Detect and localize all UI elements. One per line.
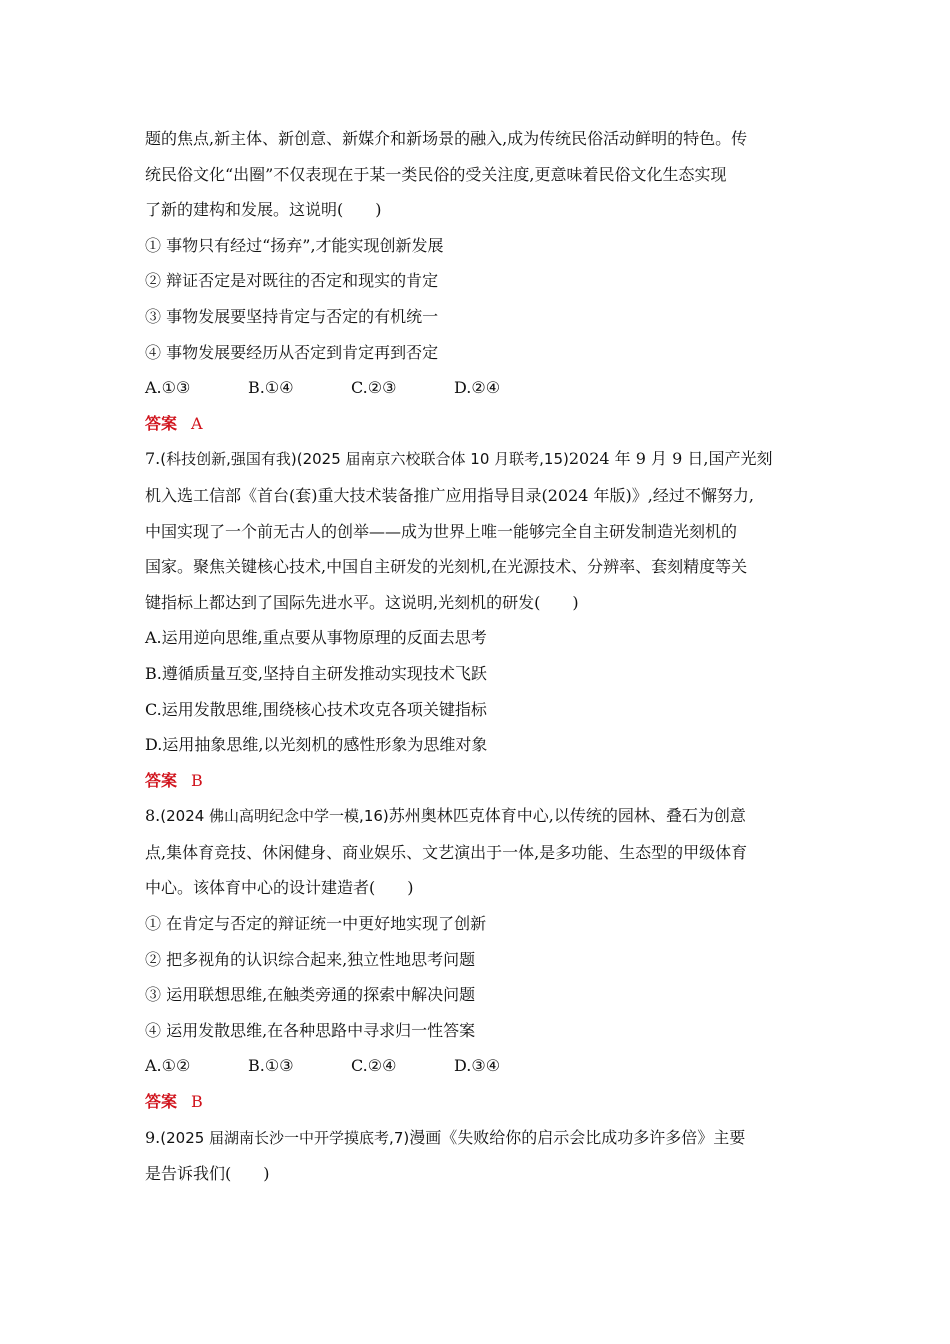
q7-answer xyxy=(145,763,810,799)
q7-number: 7. xyxy=(145,449,161,469)
q7-stem-line: 国家。聚焦关键核心技术,中国自主研发的光刻机,在光源技术、分辨率、套刻精度等关 xyxy=(145,557,748,577)
q7-option-d: D.运用抽象思维,以光刻机的感性形象为思维对象 xyxy=(145,735,488,755)
q6-option-a: A.①③ xyxy=(145,378,191,398)
q9-number: 9. xyxy=(145,1127,161,1147)
q6-option-c: C.②③ xyxy=(351,378,397,398)
answer-value: A xyxy=(191,413,203,433)
q9-stem-line: 是告诉我们( ) xyxy=(145,1164,270,1184)
q6-stem-line: 了新的建构和发展。这说明( ) xyxy=(145,200,382,220)
q8-option-b: B.①③ xyxy=(248,1056,294,1076)
answer-label: 答案 xyxy=(145,1092,178,1112)
q7-option-c: C.运用发散思维,围绕核心技术攻克各项关键指标 xyxy=(145,699,487,719)
q8-statement: ③ 运用联想思维,在触类旁通的探索中解决问题 xyxy=(145,985,476,1005)
q6-statement: ③ 事物发展要坚持肯定与否定的有机统一 xyxy=(145,306,439,326)
q8-stem-first-line xyxy=(145,798,810,835)
q8-option-a: A.①② xyxy=(145,1056,191,1076)
q7-option-a: A.运用逆向思维,重点要从事物原理的反面去思考 xyxy=(145,628,487,648)
q8-source: (2024 佛山高明纪念中学一模,16) xyxy=(160,807,389,826)
q8-statement: ② 把多视角的认识综合起来,独立性地思考问题 xyxy=(145,949,476,969)
q7-stem-line: 机入选工信部《首台(套)重大技术装备推广应用指导目录(2024 年版)》,经过不懈努力, xyxy=(145,485,754,505)
q7-option-b: B.遵循质量互变,坚持自主研发推动实现技术飞跃 xyxy=(145,663,487,683)
q8-option-c: C.②④ xyxy=(351,1056,397,1076)
q6-answer xyxy=(145,406,810,442)
answer-label: 答案 xyxy=(145,413,178,433)
q6-options xyxy=(145,370,810,406)
answer-value: B xyxy=(191,1092,203,1112)
q7-source: (科技创新,强国有我)(2025 届南京六校联合体 10 月联考,15) xyxy=(160,450,569,469)
q6-statement: ④ 事物发展要经历从否定到肯定再到否定 xyxy=(145,342,439,362)
q7-stem-start: 2024 年 9 月 9 日,国产光刻 xyxy=(568,449,773,469)
q9-stem-first-line xyxy=(145,1120,810,1157)
q8-number: 8. xyxy=(145,806,161,826)
q6-stem-line: 题的焦点,新主体、新创意、新媒介和新场景的融入,成为传统民俗活动鲜明的特色。传 xyxy=(145,129,748,148)
q8-answer xyxy=(145,1084,810,1120)
q8-stem-line: 点,集体育竞技、休闲健身、商业娱乐、文艺演出于一体,是多功能、生态型的甲级体育 xyxy=(145,842,748,862)
q6-stem-line: 统民俗文化“出圈”不仅表现在于某一类民俗的受关注度,更意味着民俗文化生态实现 xyxy=(145,164,727,184)
answer-label: 答案 xyxy=(145,770,178,790)
answer-value: B xyxy=(191,770,203,790)
q9-stem-start: 漫画《失败给你的启示会比成功多许多倍》主要 xyxy=(409,1127,746,1147)
question-content xyxy=(145,121,810,1192)
q8-statement: ① 在肯定与否定的辩证统一中更好地实现了创新 xyxy=(145,914,487,934)
q6-option-b: B.①④ xyxy=(248,378,294,398)
q8-stem-start: 苏州奥林匹克体育中心,以传统的园林、叠石为创意 xyxy=(388,806,746,826)
q8-options xyxy=(145,1048,810,1084)
q6-option-d: D.②④ xyxy=(454,378,501,398)
q8-statement: ④ 运用发散思维,在各种思路中寻求归一性答案 xyxy=(145,1020,476,1040)
q6-statement: ① 事物只有经过“扬弃”,才能实现创新发展 xyxy=(145,235,444,255)
q7-stem-line: 中国实现了一个前无古人的创举——成为世界上唯一能够完全自主研发制造光刻机的 xyxy=(145,521,738,541)
q9-source: (2025 届湖南长沙一中开学摸底考,7) xyxy=(160,1128,410,1147)
q8-option-d: D.③④ xyxy=(454,1056,501,1076)
q6-statement: ② 辩证否定是对既往的否定和现实的肯定 xyxy=(145,271,439,291)
q7-stem-first-line xyxy=(145,441,810,478)
q8-stem-line: 中心。该体育中心的设计建造者( ) xyxy=(145,878,414,898)
q7-stem-line: 键指标上都达到了国际先进水平。这说明,光刻机的研发( ) xyxy=(145,592,579,612)
